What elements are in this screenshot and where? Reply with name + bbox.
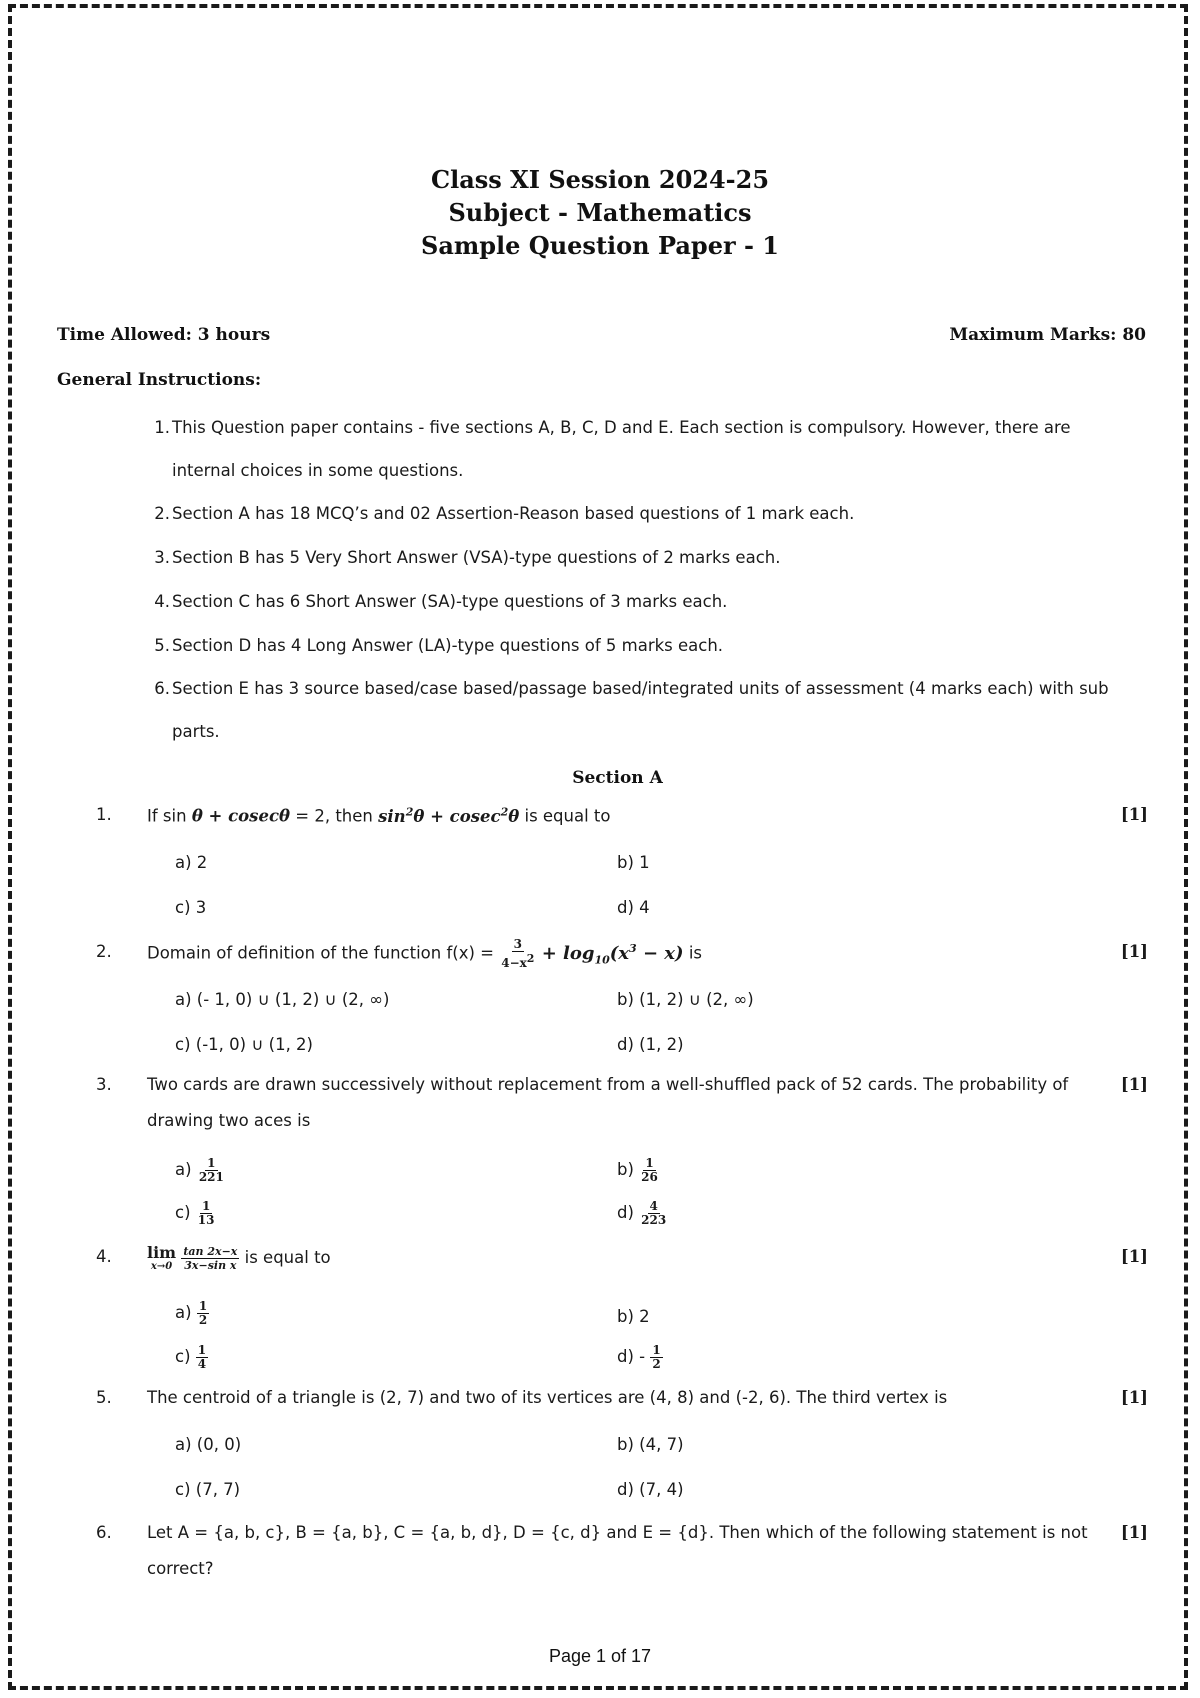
instruction-text: This Question paper contains - five sections A, B, C, D and E. Each section is compulsory. However, there are bbox=[172, 418, 1071, 437]
question-marks: [1] bbox=[1120, 805, 1148, 824]
limit-expression: lim x→0 bbox=[147, 1243, 177, 1272]
question-number: 1. bbox=[96, 805, 112, 824]
question-text: Let A = {a, b, c}, B = {a, b}, C = {a, b, d}, D = {c, d} and E = {d}. Then which of the following statement is not bbox=[147, 1523, 1088, 1542]
question-4 bbox=[0, 1245, 1200, 1281]
option-c[interactable]: c) (-1, 0) ∪ (1, 2) bbox=[175, 1035, 313, 1054]
question-text-cont: correct? bbox=[147, 1559, 214, 1578]
paper-title-subject: Subject - Mathematics bbox=[448, 198, 752, 227]
question-6 bbox=[0, 1523, 1200, 1583]
option-d[interactable]: d) (7, 4) bbox=[617, 1480, 684, 1499]
question-number: 4. bbox=[96, 1247, 112, 1266]
paper-title-class: Class XI Session 2024-25 bbox=[430, 165, 770, 194]
option-a[interactable]: a) 2 bbox=[175, 853, 208, 872]
question-text-cont: drawing two aces is bbox=[147, 1111, 311, 1130]
general-instructions-heading: General Instructions: bbox=[57, 370, 262, 390]
option-c[interactable]: c) $\frac{1}{4}$ bbox=[175, 1343, 207, 1371]
option-b[interactable]: b) 1 bbox=[617, 853, 650, 872]
time-allowed: Time Allowed: 3 hours bbox=[57, 325, 271, 345]
question-number: 5. bbox=[96, 1388, 112, 1407]
question-text: lim x→0 $\frac{\tan 2x-x}{\text{3x−sin x}}$ is equal to bbox=[147, 1243, 331, 1272]
question-3 bbox=[0, 1075, 1200, 1135]
instruction-number: 5. bbox=[154, 636, 170, 655]
maximum-marks: Maximum Marks: 80 bbox=[949, 325, 1146, 345]
math-fraction: $\frac{1}{221}$ bbox=[198, 1156, 224, 1184]
question-number: 3. bbox=[96, 1075, 112, 1094]
math-expression: $\sin^2\theta + cosec^2\theta$ bbox=[378, 805, 520, 826]
math-fraction: $\frac{1}{2}$ bbox=[198, 1299, 208, 1327]
option-c[interactable]: c) $\frac{1}{13}$ bbox=[175, 1199, 215, 1227]
option-c[interactable]: c) (7, 7) bbox=[175, 1480, 241, 1499]
option-b[interactable]: b) 2 bbox=[617, 1307, 650, 1326]
instruction-number: 6. bbox=[154, 679, 170, 698]
question-5 bbox=[0, 1388, 1200, 1412]
math-expression: + $\log_{10}(x^3 - x)$ bbox=[541, 941, 684, 967]
option-a[interactable]: a) (0, 0) bbox=[175, 1435, 242, 1454]
question-marks: [1] bbox=[1120, 1247, 1148, 1266]
instruction-text: Section C has 6 Short Answer (SA)-type questions of 3 marks each. bbox=[172, 592, 728, 611]
page-number: Page 1 of 17 bbox=[548, 1646, 652, 1666]
option-b[interactable]: b) (1, 2) ∪ (2, ∞) bbox=[617, 990, 754, 1009]
math-fraction: $\frac{4}{223}$ bbox=[641, 1199, 667, 1227]
instruction-text-cont: parts. bbox=[172, 722, 220, 741]
instruction-number: 2. bbox=[154, 504, 170, 523]
question-marks: [1] bbox=[1120, 942, 1148, 961]
math-fraction: $\frac{\tan 2x-x}{\text{3x−sin x}}$ bbox=[183, 1245, 238, 1272]
question-marks: [1] bbox=[1120, 1075, 1148, 1094]
instruction-text-cont: internal choices in some questions. bbox=[172, 461, 464, 480]
math-fraction: $\frac{1}{13}$ bbox=[197, 1199, 215, 1227]
math-fraction: $\frac{1}{2}$ bbox=[652, 1343, 661, 1371]
option-d[interactable]: d) - $\frac{1}{2}$ bbox=[617, 1343, 661, 1371]
question-1 bbox=[0, 805, 1200, 829]
instruction-text: Section A has 18 MCQ’s and 02 Assertion-Reason based questions of 1 mark each. bbox=[172, 504, 855, 523]
question-text: Two cards are drawn successively without replacement from a well-shuffled pack of 52 cards. The probability of bbox=[147, 1075, 1069, 1094]
option-d[interactable]: d) $\frac{4}{223}$ bbox=[617, 1199, 667, 1227]
question-text: The centroid of a triangle is (2, 7) and two of its vertices are (4, 8) and (-2, 6). The third vertex is bbox=[147, 1388, 948, 1407]
question-number: 6. bbox=[96, 1523, 112, 1542]
option-b[interactable]: b) $\frac{1}{26}$ bbox=[617, 1156, 658, 1184]
question-marks: [1] bbox=[1120, 1388, 1148, 1407]
instruction-number: 1. bbox=[154, 418, 170, 437]
question-text: Domain of definition of the function f(x) = $\frac{3}{4-x^2}$ + $\log_{10}(x^3 - x)$ is bbox=[147, 937, 702, 970]
option-a[interactable]: a) $\frac{1}{2}$ bbox=[175, 1299, 208, 1327]
paper-title-sample: Sample Question Paper - 1 bbox=[421, 231, 779, 260]
math-fraction: $\frac{3}{4-x^2}$ bbox=[501, 937, 535, 970]
math-expression: θ + cosecθ bbox=[191, 806, 291, 826]
option-a[interactable]: a) (- 1, 0) ∪ (1, 2) ∪ (2, ∞) bbox=[175, 990, 390, 1009]
option-d[interactable]: d) (1, 2) bbox=[617, 1035, 684, 1054]
option-b[interactable]: b) (4, 7) bbox=[617, 1435, 684, 1454]
math-fraction: $\frac{1}{26}$ bbox=[641, 1156, 658, 1184]
question-number: 2. bbox=[96, 942, 112, 961]
question-2 bbox=[0, 938, 1200, 970]
instruction-number: 4. bbox=[154, 592, 170, 611]
instruction-text: Section E has 3 source based/case based/passage based/integrated units of assessment (4 marks each) with sub bbox=[172, 679, 1109, 698]
question-text: If sin θ + cosecθ = 2, then $\sin^2\theta + cosec^2\theta$ is equal to bbox=[147, 805, 611, 826]
instruction-number: 3. bbox=[154, 548, 170, 567]
option-c[interactable]: c) 3 bbox=[175, 898, 207, 917]
option-d[interactable]: d) 4 bbox=[617, 898, 650, 917]
instruction-text: Section B has 5 Very Short Answer (VSA)-type questions of 2 marks each. bbox=[172, 548, 781, 567]
instruction-text: Section D has 4 Long Answer (LA)-type questions of 5 marks each. bbox=[172, 636, 724, 655]
option-a[interactable]: a) $\frac{1}{221}$ bbox=[175, 1156, 224, 1184]
section-a-heading: Section A bbox=[572, 768, 663, 788]
question-marks: [1] bbox=[1120, 1523, 1148, 1542]
math-fraction: $\frac{1}{4}$ bbox=[197, 1343, 207, 1371]
